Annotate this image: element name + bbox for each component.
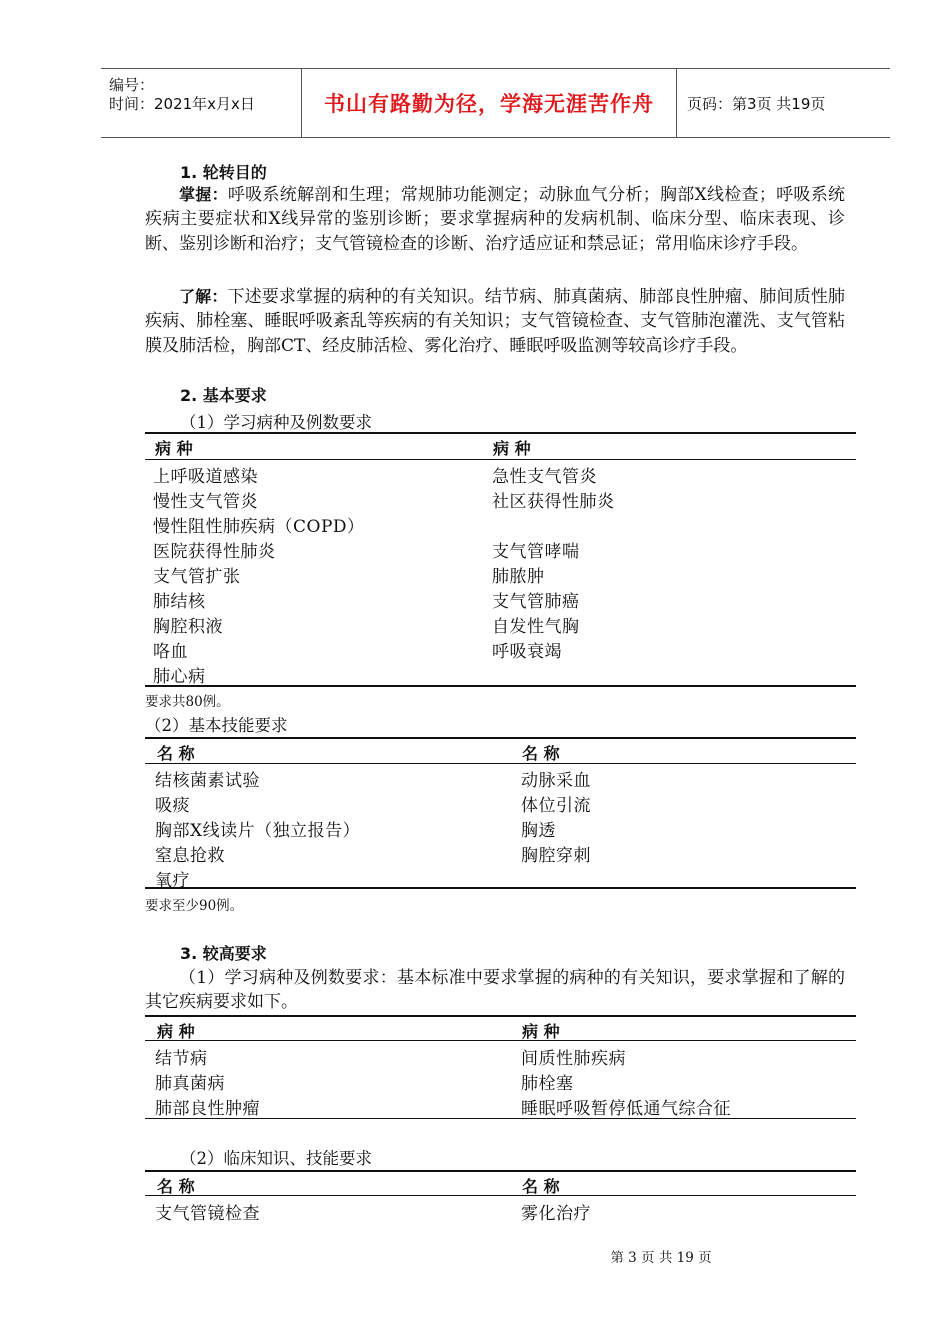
table-cell: 咯血 [153, 642, 188, 662]
note-basic-cases: 要求共80例。 [145, 694, 230, 710]
table-header-rule [145, 763, 856, 764]
section1-title: 1. 轮转目的 [180, 163, 267, 182]
table-cell: 自发性气胸 [492, 617, 580, 637]
header-meta-cell [101, 69, 302, 137]
table-cell: 胸腔穿刺 [521, 846, 591, 866]
table-header-right: 名 称 [522, 744, 560, 763]
table-cell: 体位引流 [521, 796, 591, 816]
table-cell: 支气管镜检查 [155, 1204, 260, 1224]
table-cell: 肺心病 [153, 667, 206, 687]
table-cell: 肺部良性肿瘤 [155, 1099, 260, 1119]
understand-label: 了解： [179, 287, 228, 306]
table-cell: 肺结核 [153, 592, 206, 612]
master-text: 呼吸系统解剖和生理；常规肺功能测定；动脉血气分析；胸部X线检查；呼吸系统疾病主要症状和X线异常的鉴别诊断；要求掌握病种的发病机制、临床分型、临床表现、诊断、鉴别诊断和治疗；支气管镜检查的诊断、治疗适应证和禁忌证；常用临床诊疗手段。 [145, 185, 845, 254]
master-paragraph [145, 183, 845, 256]
table-header-rule [145, 1040, 856, 1041]
motto-text: 书山有路勤为径，学海无涯苦作舟 [324, 92, 654, 116]
skill-table-advanced [145, 1170, 856, 1226]
page-header [101, 68, 890, 138]
table-cell: 间质性肺疾病 [521, 1049, 626, 1069]
table-bottom-rule [145, 887, 856, 889]
section3-sub2: （2）临床知识、技能要求 [180, 1149, 372, 1168]
table-top-rule [145, 432, 856, 434]
footer-page-number: 第 3 页 共 19 页 [610, 1250, 712, 1266]
page-info: 页码：第3页 共19页 [687, 94, 826, 113]
header-page-cell [677, 69, 890, 137]
table-cell: 窒息抢救 [155, 846, 225, 866]
table-header-rule [145, 459, 856, 460]
page-footer [0, 1246, 950, 1266]
table-header-right: 病 种 [522, 1022, 560, 1041]
table-cell: 胸部X线读片（独立报告） [155, 821, 361, 841]
time-label: 时间：2021年x月x日 [109, 95, 255, 113]
understand-text: 下述要求掌握的病种的有关知识。结节病、肺真菌病、肺部良性肿瘤、肺间质性肺疾病、肺栓塞、睡眠呼吸紊乱等疾病的有关知识；支气管镜检查、支气管肺泡灌洗、支气管粘膜及肺活检，胸部CT、经皮肺活检、雾化治疗、睡眠呼吸监测等较高诊疗手段。 [145, 287, 845, 356]
understand-paragraph [145, 285, 845, 358]
table-cell: 慢性阻性肺疾病（COPD） [153, 517, 365, 537]
table-header-left: 病 种 [155, 439, 193, 458]
table-bottom-rule [145, 685, 856, 687]
master-label: 掌握： [179, 185, 228, 204]
section2-sub2: （2）基本技能要求 [145, 716, 288, 735]
table-cell: 肺真菌病 [155, 1074, 225, 1094]
table-top-rule [145, 1015, 856, 1017]
table-cell: 医院获得性肺炎 [153, 542, 276, 562]
skill-table-basic [145, 737, 856, 889]
table-header-left: 名 称 [157, 1177, 195, 1196]
table-header-left: 名 称 [157, 744, 195, 763]
table-cell: 社区获得性肺炎 [492, 492, 615, 512]
table-cell: 慢性支气管炎 [153, 492, 258, 512]
note-skill-cases: 要求至少90例。 [145, 898, 244, 914]
serial-label: 编号： [109, 76, 155, 94]
table-cell: 动脉采血 [521, 771, 591, 791]
section3-title: 3. 较高要求 [180, 944, 267, 963]
table-top-rule [145, 737, 856, 739]
section2-sub1: （1）学习病种及例数要求 [180, 413, 372, 432]
section3-sub1: （1）学习病种及例数要求：基本标准中要求掌握的病种的有关知识，要求掌握和了解的其它疾病要求如下。 [145, 968, 845, 1013]
table-cell: 肺栓塞 [521, 1074, 574, 1094]
table-header-right: 名 称 [522, 1177, 560, 1196]
table-cell: 睡眠呼吸暂停低通气综合征 [521, 1099, 731, 1119]
table-header-right: 病 种 [493, 439, 531, 458]
table-cell: 急性支气管炎 [492, 467, 597, 487]
table-bottom-rule [145, 1118, 856, 1119]
table-cell: 支气管哮喘 [492, 542, 580, 562]
header-motto-cell [302, 69, 677, 137]
table-cell: 支气管扩张 [153, 567, 241, 587]
table-cell: 肺脓肿 [492, 567, 545, 587]
table-cell: 胸腔积液 [153, 617, 223, 637]
table-cell: 结核菌素试验 [155, 771, 260, 791]
table-cell: 雾化治疗 [521, 1204, 591, 1224]
table-header-left: 病 种 [157, 1022, 195, 1041]
table-cell: 胸透 [521, 821, 556, 841]
table-cell: 呼吸衰竭 [492, 642, 562, 662]
table-cell: 支气管肺癌 [492, 592, 580, 612]
table-top-rule [145, 1170, 856, 1172]
disease-table-basic [145, 432, 856, 687]
table-cell: 上呼吸道感染 [153, 467, 258, 487]
table-header-rule [145, 1195, 856, 1196]
section2-title: 2. 基本要求 [180, 386, 267, 405]
table-cell: 结节病 [155, 1049, 208, 1069]
table-cell: 吸痰 [155, 796, 190, 816]
disease-table-advanced [145, 1015, 856, 1118]
table-cell: 氧疗 [155, 871, 190, 891]
